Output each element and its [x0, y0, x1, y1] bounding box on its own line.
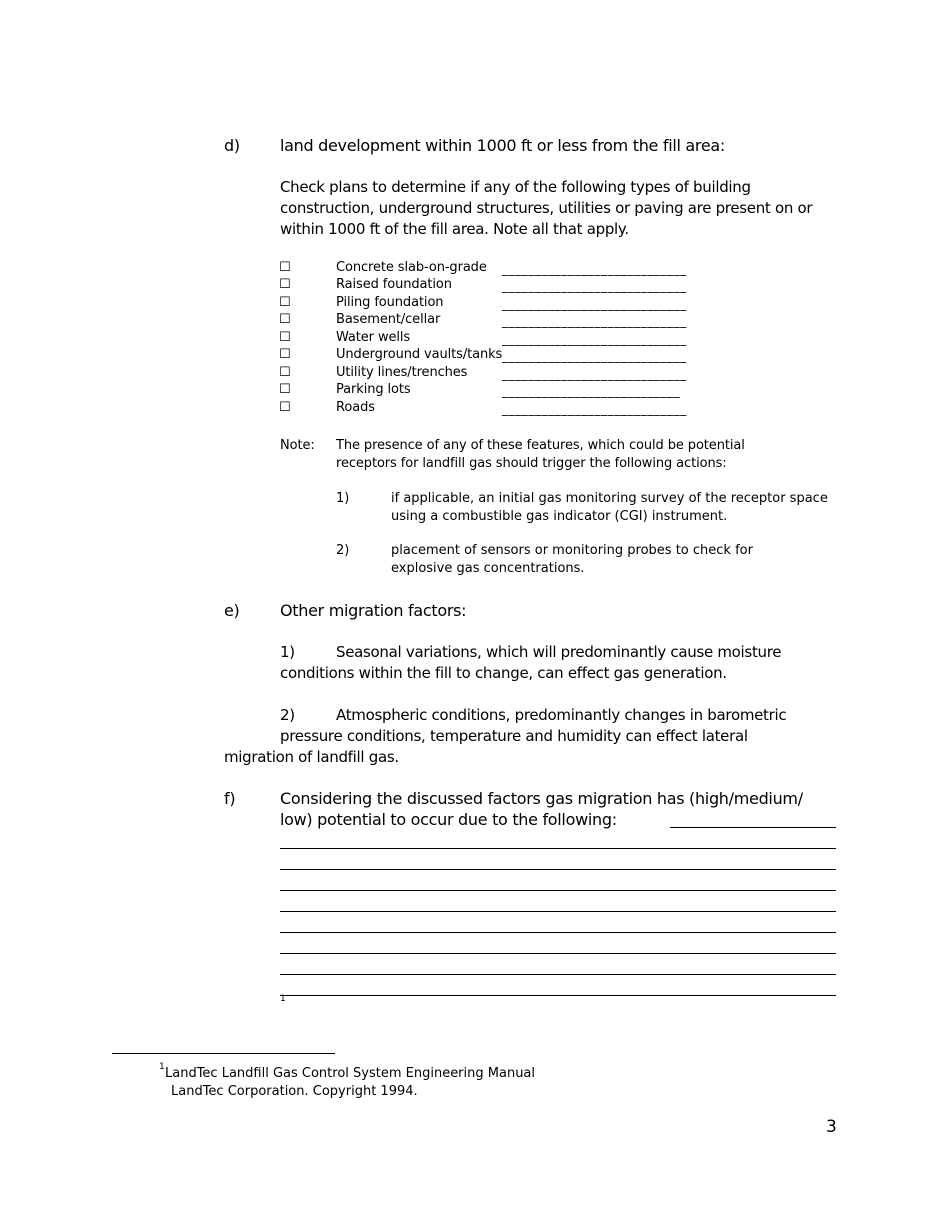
checklist-item-blank: ____________________________ — [502, 314, 687, 328]
footnote-line: LandTec Corporation. Copyright 1994. — [171, 1084, 418, 1099]
checkbox-icon[interactable]: ☐ — [279, 277, 291, 292]
checklist-item-label: Water wells — [336, 330, 411, 345]
checkbox-icon[interactable]: ☐ — [279, 312, 291, 327]
section-d-heading: land development within 1000 ft or less from the fill area: — [280, 136, 725, 155]
answer-line[interactable] — [280, 869, 836, 870]
checkbox-icon[interactable]: ☐ — [279, 382, 291, 397]
checkbox-icon[interactable]: ☐ — [279, 400, 291, 415]
checklist-item-label: Raised foundation — [336, 277, 452, 292]
section-d-para-line: construction, underground structures, utilities or paving are present on or — [280, 199, 813, 217]
page-number: 3 — [826, 1117, 837, 1137]
checklist-item-blank: ____________________________ — [502, 297, 687, 311]
answer-line[interactable] — [280, 932, 836, 933]
section-e-item-line: pressure conditions, temperature and humidity can effect lateral — [280, 727, 748, 745]
footnote-line: LandTec Landfill Gas Control System Engineering Manual — [165, 1066, 536, 1081]
checklist-item-label: Piling foundation — [336, 295, 444, 310]
note-line: The presence of any of these features, which could be potential — [336, 438, 745, 453]
answer-line[interactable] — [280, 911, 836, 912]
action-line: explosive gas concentrations. — [391, 561, 585, 576]
checklist-item-blank: ____________________________ — [502, 367, 687, 381]
checklist-item-label: Underground vaults/tanks — [336, 347, 503, 362]
action-line: placement of sensors or monitoring probes to check for — [391, 543, 753, 558]
checkbox-icon[interactable]: ☐ — [279, 330, 291, 345]
checklist-item-label: Utility lines/trenches — [336, 365, 468, 380]
checkbox-icon[interactable]: ☐ — [279, 365, 291, 380]
checklist-item-label: Roads — [336, 400, 375, 415]
answer-line[interactable] — [280, 953, 836, 954]
checkbox-icon[interactable]: ☐ — [279, 295, 291, 310]
section-e-item-line: Seasonal variations, which will predominantly cause moisture — [336, 643, 782, 661]
checklist-item-blank: ___________________________ — [502, 384, 681, 398]
answer-line[interactable] — [280, 848, 836, 849]
checklist-item-blank: ____________________________ — [502, 349, 687, 363]
checklist-item-blank: ____________________________ — [502, 402, 687, 416]
action-line: if applicable, an initial gas monitoring survey of the receptor space — [391, 491, 828, 506]
footnote-divider — [112, 1053, 335, 1054]
section-d-label: d) — [224, 136, 240, 155]
checkbox-icon[interactable]: ☐ — [279, 347, 291, 362]
section-e-item-line: conditions within the fill to change, can effect gas generation. — [280, 664, 727, 682]
section-e-label: e) — [224, 601, 240, 620]
section-e-item-number: 2) — [280, 706, 295, 724]
checklist-item-blank: ____________________________ — [502, 332, 687, 346]
section-d-para-line: within 1000 ft of the fill area. Note all that apply. — [280, 220, 629, 238]
footnote-mark: 1 — [159, 1062, 165, 1072]
note-line: receptors for landfill gas should trigger the following actions: — [336, 456, 727, 471]
section-d-para-line: Check plans to determine if any of the following types of building — [280, 178, 751, 196]
section-e-heading: Other migration factors: — [280, 601, 467, 620]
checklist-item-blank: ____________________________ — [502, 279, 687, 293]
section-f-line: Considering the discussed factors gas migration has (high/medium/ — [280, 789, 803, 808]
checklist-item-label: Parking lots — [336, 382, 411, 397]
section-f-line: low) potential to occur due to the following: — [280, 810, 617, 829]
checklist-item-label: Concrete slab-on-grade — [336, 260, 487, 275]
checklist-item-label: Basement/cellar — [336, 312, 441, 327]
answer-line[interactable] — [670, 827, 836, 828]
section-f-label: f) — [224, 789, 236, 808]
section-e-item-line: migration of landfill gas. — [224, 748, 399, 766]
section-e-item-number: 1) — [280, 643, 295, 661]
checklist-item-blank: ____________________________ — [502, 262, 687, 276]
action-number: 1) — [336, 491, 350, 506]
action-number: 2) — [336, 543, 350, 558]
action-line: using a combustible gas indicator (CGI) instrument. — [391, 509, 728, 524]
footnote-reference: 1 — [280, 994, 286, 1004]
answer-line[interactable] — [280, 890, 836, 891]
note-label: Note: — [280, 438, 315, 453]
checkbox-icon[interactable]: ☐ — [279, 260, 291, 275]
answer-line[interactable] — [280, 995, 836, 996]
answer-line[interactable] — [280, 974, 836, 975]
section-e-item-line: Atmospheric conditions, predominantly changes in barometric — [336, 706, 787, 724]
